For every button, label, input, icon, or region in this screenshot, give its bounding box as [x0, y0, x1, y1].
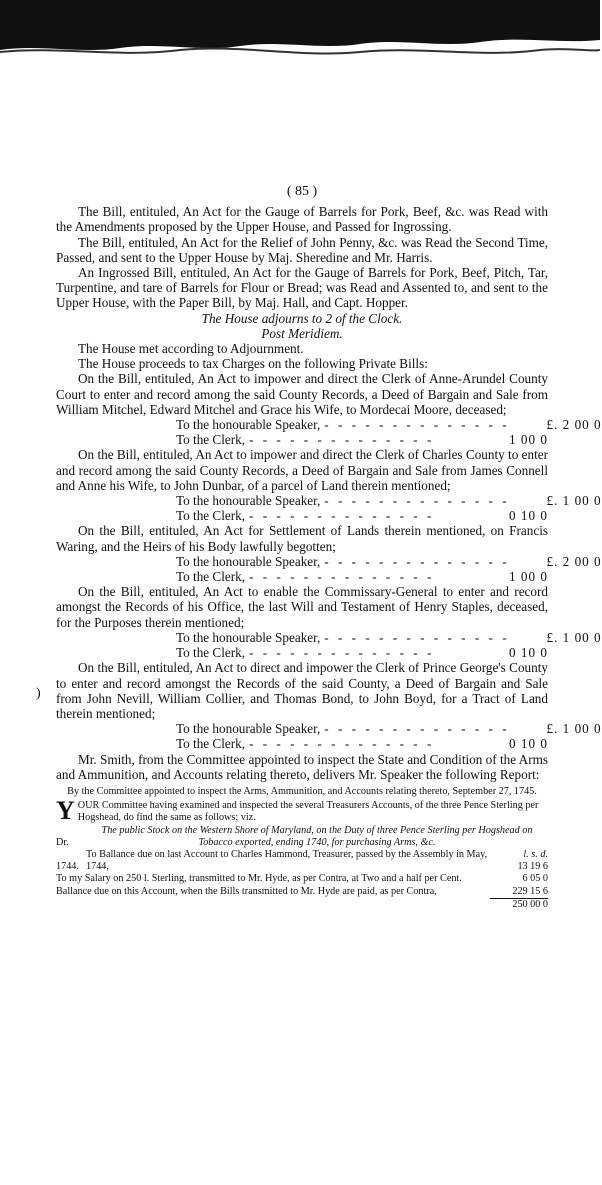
report-intro: OUR Committee having examined and inspected the several Treasurers Accounts, of the three Pence Sterling per Hogshead, do find the same as follows; viz.	[77, 800, 539, 824]
fee-row: To the Clerk, - - - - - - - - - - - - - - 1 00 0	[176, 432, 548, 448]
fee-row: To the Clerk, - - - - - - - - - - - - - - 1 00 0	[176, 569, 548, 585]
page-number: ( 85 )	[286, 184, 318, 199]
fee-row: To the Clerk, - - - - - - - - - - - - - - 0 10 0	[176, 645, 548, 661]
fee-amount: £. 1 00 0	[546, 493, 602, 509]
ballance-due-value: 229 15 6	[512, 885, 548, 897]
paragraph-penny-bill: The Bill, entituled, An Act for the Relief of John Penny, &c. was Read the Second Time, Passed, and sent to the Upper House by Maj. Sheredine and Mr. Harris.	[56, 234, 548, 265]
year-label: 1744.	[56, 861, 79, 873]
account-stock: The public Stock on the Western Shore of Maryland, on the Duty of three Pence Sterling per Hogshead on Tobacco exported, ending 1740, for purchasing Arms, &c.	[101, 824, 533, 848]
fee-row: To the Clerk, - - - - - - - - - - - - - - 0 10 0	[176, 508, 548, 524]
bill-staples: On the Bill, entituled, An Act to enable the Commissary-General to enter and record amongst the Records of his Office, the last Will and Testament of Henry Staples, deceased, for the Purposes therein mentioned;	[56, 584, 548, 630]
account-stock-row	[56, 825, 548, 849]
salary-line: To my Salary on 250 l. Sterling, transmitted to Mr. Hyde, as per Contra, at Two and a half per Cent.	[56, 873, 462, 885]
balance-line: To Ballance due on last Account to Charles Hammond, Treasurer, passed by the Assembly in May, 1744,	[86, 848, 488, 873]
fee-row: To the honourable Speaker, - - - - - - - - - - - - - - £. 1 00 0	[176, 493, 602, 509]
paragraph-gauge-bill: The Bill, entituled, An Act for the Gauge of Barrels for Pork, Beef, &c. was Read with the Amendments proposed by the Upper House, and Passed for Ingrossing.	[56, 204, 548, 235]
bill-prince-george: On the Bill, entituled, An Act to direct and impower the Clerk of Prince George's County to enter and record amongst the Records of the said County, a Deed of Bargain and Sale from John Nevill, William Collier, and Thomas Bond, to John Boyd, for a Tract of Land therein mentioned;	[56, 660, 548, 721]
fee-amount: 0 10 0	[509, 508, 548, 524]
house-met: The House met according to Adjournment.	[78, 341, 304, 357]
fee-row: To the honourable Speaker, - - - - - - - - - - - - - - £. 1 00 0	[176, 721, 602, 737]
balance-value: 13 19 6	[517, 861, 548, 873]
fee-amount: £. 1 00 0	[546, 721, 602, 737]
fee-label: To the Clerk,	[176, 508, 246, 524]
fee-row: To the honourable Speaker, - - - - - - - - - - - - - - £. 2 00 0	[176, 417, 602, 433]
ballance-due-line: Ballance due on this Account, when the Bills transmitted to Mr. Hyde are paid, as per Contra,	[56, 885, 437, 897]
fee-row: To the honourable Speaker, - - - - - - - - - - - - - - £. 2 00 0	[176, 553, 602, 569]
fee-label: To the Clerk,	[176, 432, 246, 448]
report-intro-block	[56, 796, 548, 826]
fee-amount: 1 00 0	[509, 432, 548, 448]
fee-label: To the Clerk,	[176, 736, 246, 752]
report-heading: By the Committee appointed to inspect the Arms, Ammunition, and Accounts relating thereto, September 27, 1745.	[67, 785, 537, 797]
committee-report	[56, 786, 548, 911]
bill-charles-county: On the Bill, entituled, An Act to impower and direct the Clerk of Charles County to enter and record among the said County Records, a Deed of Bargain and Sale from James Connell and Anne his Wife, to John Dunbar, of a parcel of Land therein mentioned;	[56, 447, 548, 493]
fee-amount: £. 1 00 0	[546, 629, 602, 645]
fee-amount: 1 00 0	[509, 569, 548, 585]
fee-label: To the honourable Speaker,	[176, 417, 321, 433]
salary-value: 6 05 0	[522, 873, 548, 885]
tax-charges-intro: The House proceeds to tax Charges on the following Private Bills:	[78, 356, 428, 372]
paragraph-ingrossed-bill: An Ingrossed Bill, entituled, An Act for the Gauge of Barrels for Pork, Beef, Pitch, Tar, Turpentine, and tare of Barrels for Flour or Bread; was Read and Assented to, and sent to the Upper House, with the Paper Bill, by Maj. Hall, and Capt. Hopper.	[56, 265, 548, 311]
fee-amount: 0 10 0	[509, 645, 548, 661]
fee-amount: £. 2 00 0	[546, 553, 602, 569]
margin-mark: )	[36, 686, 41, 701]
fee-label: To the honourable Speaker,	[176, 721, 321, 737]
fee-amount: 0 10 0	[509, 736, 548, 752]
bill-waring: On the Bill, entituled, An Act for Settlement of Lands therein mentioned, on Francis Waring, and the Heirs of his Body lawfully begotten;	[56, 523, 548, 554]
dr-label: Dr.	[56, 836, 69, 848]
fee-label: To the honourable Speaker,	[176, 629, 321, 645]
bill-anne-arundel: On the Bill, entituled, An Act to impower and direct the Clerk of Anne-Arundel County Court to enter and record among the said County Records, a Deed of Bargain and Sale from William Mitchel, Edward Mitchel and Grace his Wife, to Mordecai Moore, deceased;	[56, 371, 548, 417]
fee-label: To the Clerk,	[176, 569, 246, 585]
page-top-edge	[0, 0, 600, 62]
fee-amount: £. 2 00 0	[546, 417, 602, 433]
drop-cap: Y	[56, 796, 75, 826]
account-row	[56, 873, 548, 885]
document-page	[56, 184, 602, 911]
lsd-header: l. s. d.	[523, 848, 548, 860]
account-row	[56, 886, 548, 898]
fee-label: To the honourable Speaker,	[176, 493, 321, 509]
post-meridiem: Post Meridiem.	[261, 325, 343, 341]
adjournment-notice: The House adjourns to 2 of the Clock.	[201, 310, 403, 326]
fee-label: To the Clerk,	[176, 645, 246, 661]
account-row	[56, 849, 548, 873]
account-total-row	[56, 899, 548, 911]
total-value: 250 00 0	[512, 898, 548, 910]
smith-report-intro: Mr. Smith, from the Committee appointed to inspect the State and Condition of the Arms and Ammunition, and Accounts relating thereto, delivers Mr. Speaker the following Report:	[56, 751, 548, 782]
fee-row: To the honourable Speaker, - - - - - - - - - - - - - - £. 1 00 0	[176, 629, 602, 645]
fee-label: To the honourable Speaker,	[176, 553, 321, 569]
fee-row: To the Clerk, - - - - - - - - - - - - - - 0 10 0	[176, 736, 548, 752]
